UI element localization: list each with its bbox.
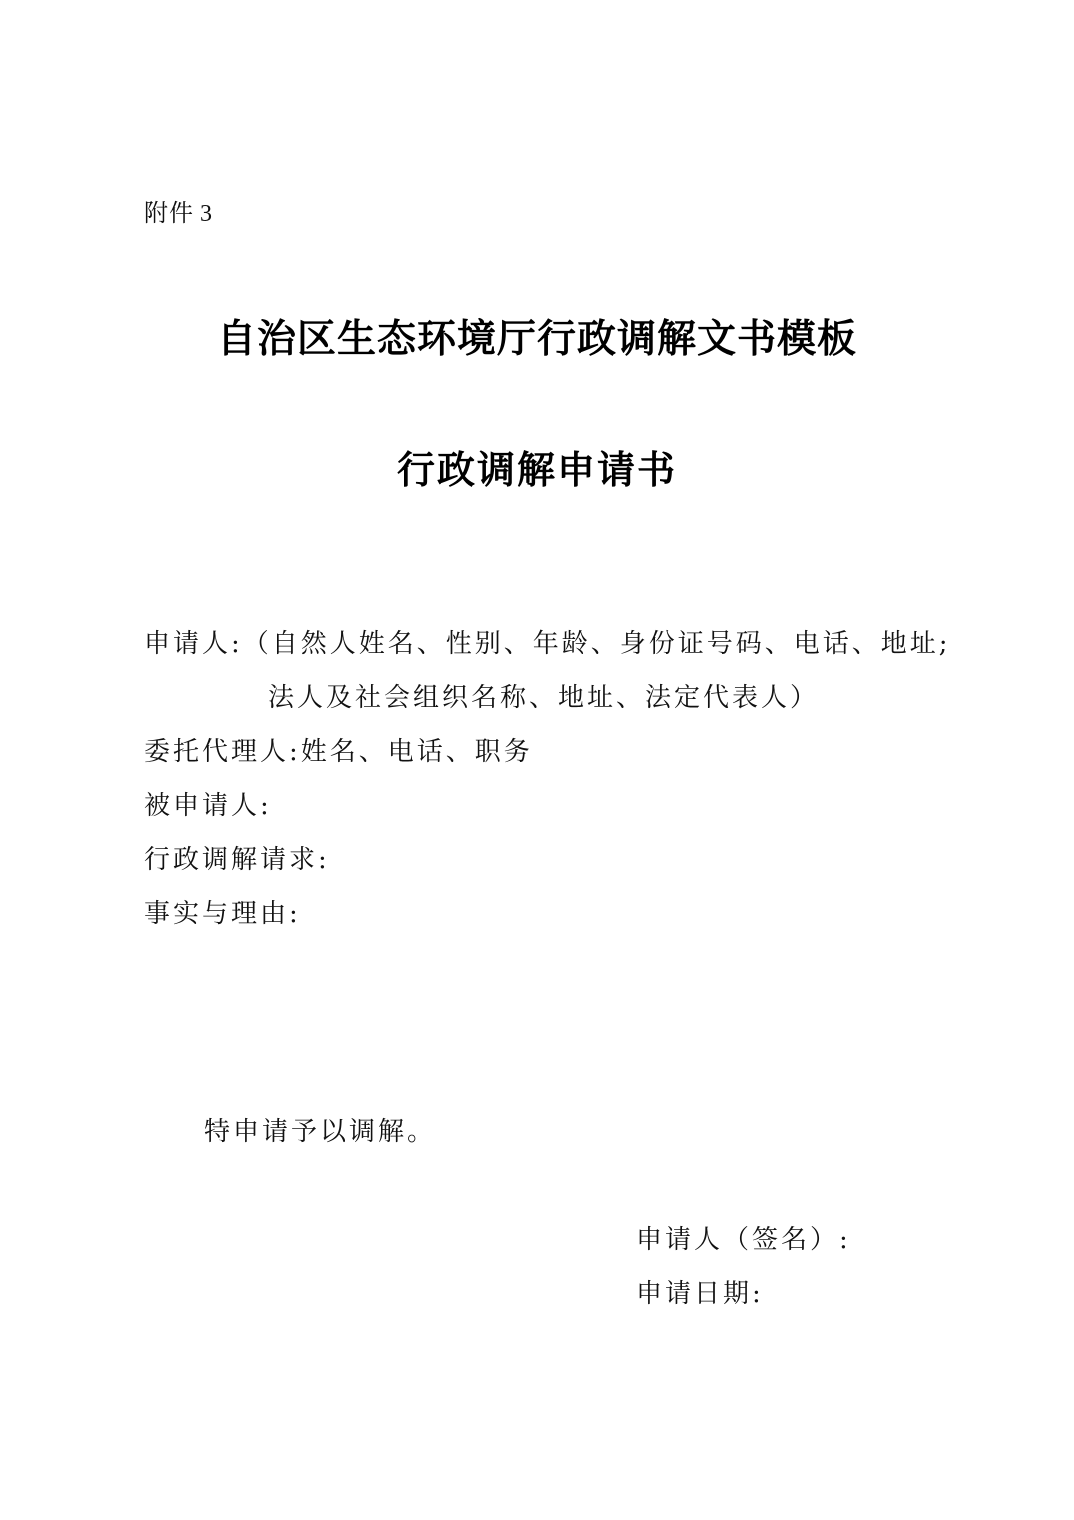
document-subtitle: 行政调解申请书 [396,448,677,492]
closing-statement: 特申请予以调解。 [204,1117,437,1147]
applicant-signature-line: 申请人（签名）: [636,1225,851,1255]
agent-line: 委托代理人:姓名、电话、职务 [144,737,533,767]
document-title: 自治区生态环境厅行政调解文书模板 [216,316,857,362]
facts-line: 事实与理由: [144,899,301,929]
attachment-text: 附件 [144,199,194,227]
respondent-line: 被申请人: [144,791,272,821]
request-line: 行政调解请求: [144,845,330,875]
applicant-line-1: 申请人:（自然人姓名、性别、年龄、身份证号码、电话、地址; [144,629,951,659]
application-date-line: 申请日期: [636,1279,764,1309]
attachment-number: 3 [200,201,213,227]
applicant-line-2: 法人及社会组织名称、地址、法定代表人） [268,683,820,713]
attachment-label [144,196,213,231]
